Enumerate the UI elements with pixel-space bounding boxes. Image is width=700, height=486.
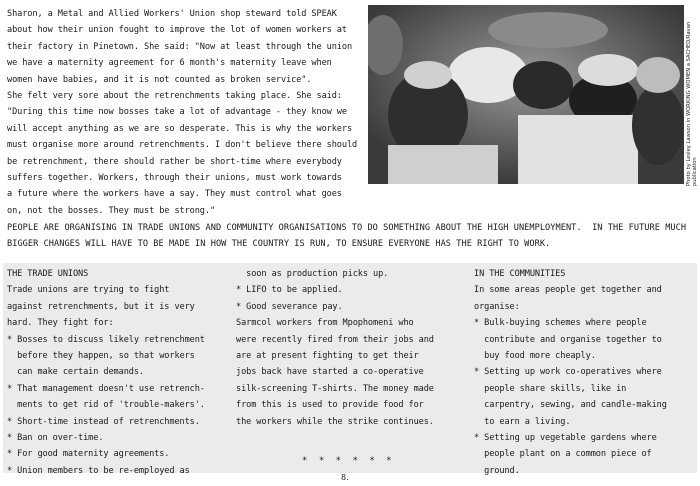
col-line: * For good maternity agreements. (7, 449, 170, 460)
col-line: * Short-time instead of retrenchments. (7, 416, 200, 427)
quote-text (7, 6, 365, 219)
col-line: silk-screening T-shirts. The money made (236, 383, 434, 394)
communities-column (474, 266, 696, 479)
col-line: were recently fired from their jobs and (236, 334, 434, 345)
page-number: 8. (341, 473, 349, 482)
trade-unions-column (7, 266, 235, 479)
quote-line: will accept anything as we are so desperate. This is why the workers (7, 123, 353, 134)
quote-line: She felt very sore about the retrenchments taking place. She said: (7, 91, 342, 102)
col-line: * Bosses to discuss likely retrenchment (7, 334, 205, 345)
col-line: organise: (474, 301, 520, 312)
col-line: soon as production picks up. (236, 269, 389, 279)
col-line: IN THE COMMUNITIES (474, 269, 566, 279)
col-line: * LIFO to be applied. (236, 285, 343, 296)
quote-line: their factory in Pinetown. She said: "Now at least through the union (7, 41, 353, 52)
quote-line: suffers together. Workers, through their unions, must work towards (7, 173, 342, 184)
quote-line: must organise more around retrenchments. I don't believe there should (7, 140, 358, 151)
quote-line: be retrenchment, there should rather be short-time where everybody (7, 156, 342, 167)
quote-line: on, not the bosses. They must be strong." (7, 205, 216, 216)
quote-line: "During this time now bosses take a lot of advantage - they know we (7, 107, 347, 118)
col-line: THE TRADE UNIONS (7, 269, 89, 279)
col-line: * Good severance pay. (236, 301, 343, 312)
quote-line: about how their union fought to improve the lot of women workers at (7, 25, 347, 36)
col-line: people plant on a common piece of (474, 449, 652, 460)
col-line: to earn a living. (474, 416, 571, 427)
photo-credit: Photo by Lesley Lawson in WORKING WOMEN a SACHED/Ravan publication (686, 21, 698, 186)
quote-line: women have babies, and it is not counted as broken service". (7, 74, 312, 85)
col-line: carpentry, sewing, and candle-making (474, 400, 667, 411)
photo-women-workers (368, 5, 684, 184)
col-line: Trade unions are trying to fight (7, 285, 170, 296)
col-line: from this is used to provide food for (236, 400, 424, 411)
col-line: * Union members to be re-employed as (7, 465, 190, 476)
col-line: contribute and organise together to (474, 334, 662, 345)
col-line: are at present fighting to get their (236, 351, 419, 362)
trade-unions-continued-column (236, 266, 464, 430)
col-line: * Bulk-buying schemes where people (474, 318, 647, 329)
col-line: * Setting up vegetable gardens where (474, 433, 657, 444)
intro-line: PEOPLE ARE ORGANISING IN TRADE UNIONS AND COMMUNITY ORGANISATIONS TO DO SOMETHING ABOUT THE HIGH UNEMPLOYMENT. IN THE FUTURE MUCH (7, 223, 687, 233)
col-line: ground. (474, 465, 520, 476)
quote-line: Sharon, a Metal and Allied Workers' Union shop steward told SPEAK (7, 9, 337, 19)
intro-statement (7, 220, 697, 252)
col-line: buy food more cheaply. (474, 351, 596, 362)
col-line: Sarmcol workers from Mpophomeni who (236, 318, 414, 329)
quote-line: we have a maternity agreement for 6 month's maternity leave when (7, 58, 332, 69)
col-line: before they happen, so that workers (7, 351, 195, 362)
col-line: can make certain demands. (7, 367, 144, 378)
quote-line: a future where the workers have a say. They must control what goes (7, 189, 342, 200)
col-line: people share skills, like in (474, 383, 627, 394)
col-line: In some areas people get together and (474, 285, 662, 296)
col-line: against retrenchments, but it is very (7, 301, 195, 312)
col-line: the workers while the strike continues. (236, 416, 434, 427)
section-stars: * * * * * * (302, 456, 395, 466)
col-line: * Ban on over-time. (7, 433, 104, 444)
intro-line: BIGGER CHANGES WILL HAVE TO BE MADE IN HOW THE COUNTRY IS RUN, TO ENSURE EVERYONE HAS THE RIGHT TO WORK. (7, 239, 551, 249)
col-line: jobs back have started a co-operative (236, 367, 424, 378)
col-line: hard. They fight for: (7, 318, 114, 329)
col-line: * Setting up work co-operatives where (474, 367, 662, 378)
col-line: * That management doesn't use retrench- (7, 383, 205, 394)
col-line: ments to get rid of 'trouble-makers'. (7, 400, 205, 411)
